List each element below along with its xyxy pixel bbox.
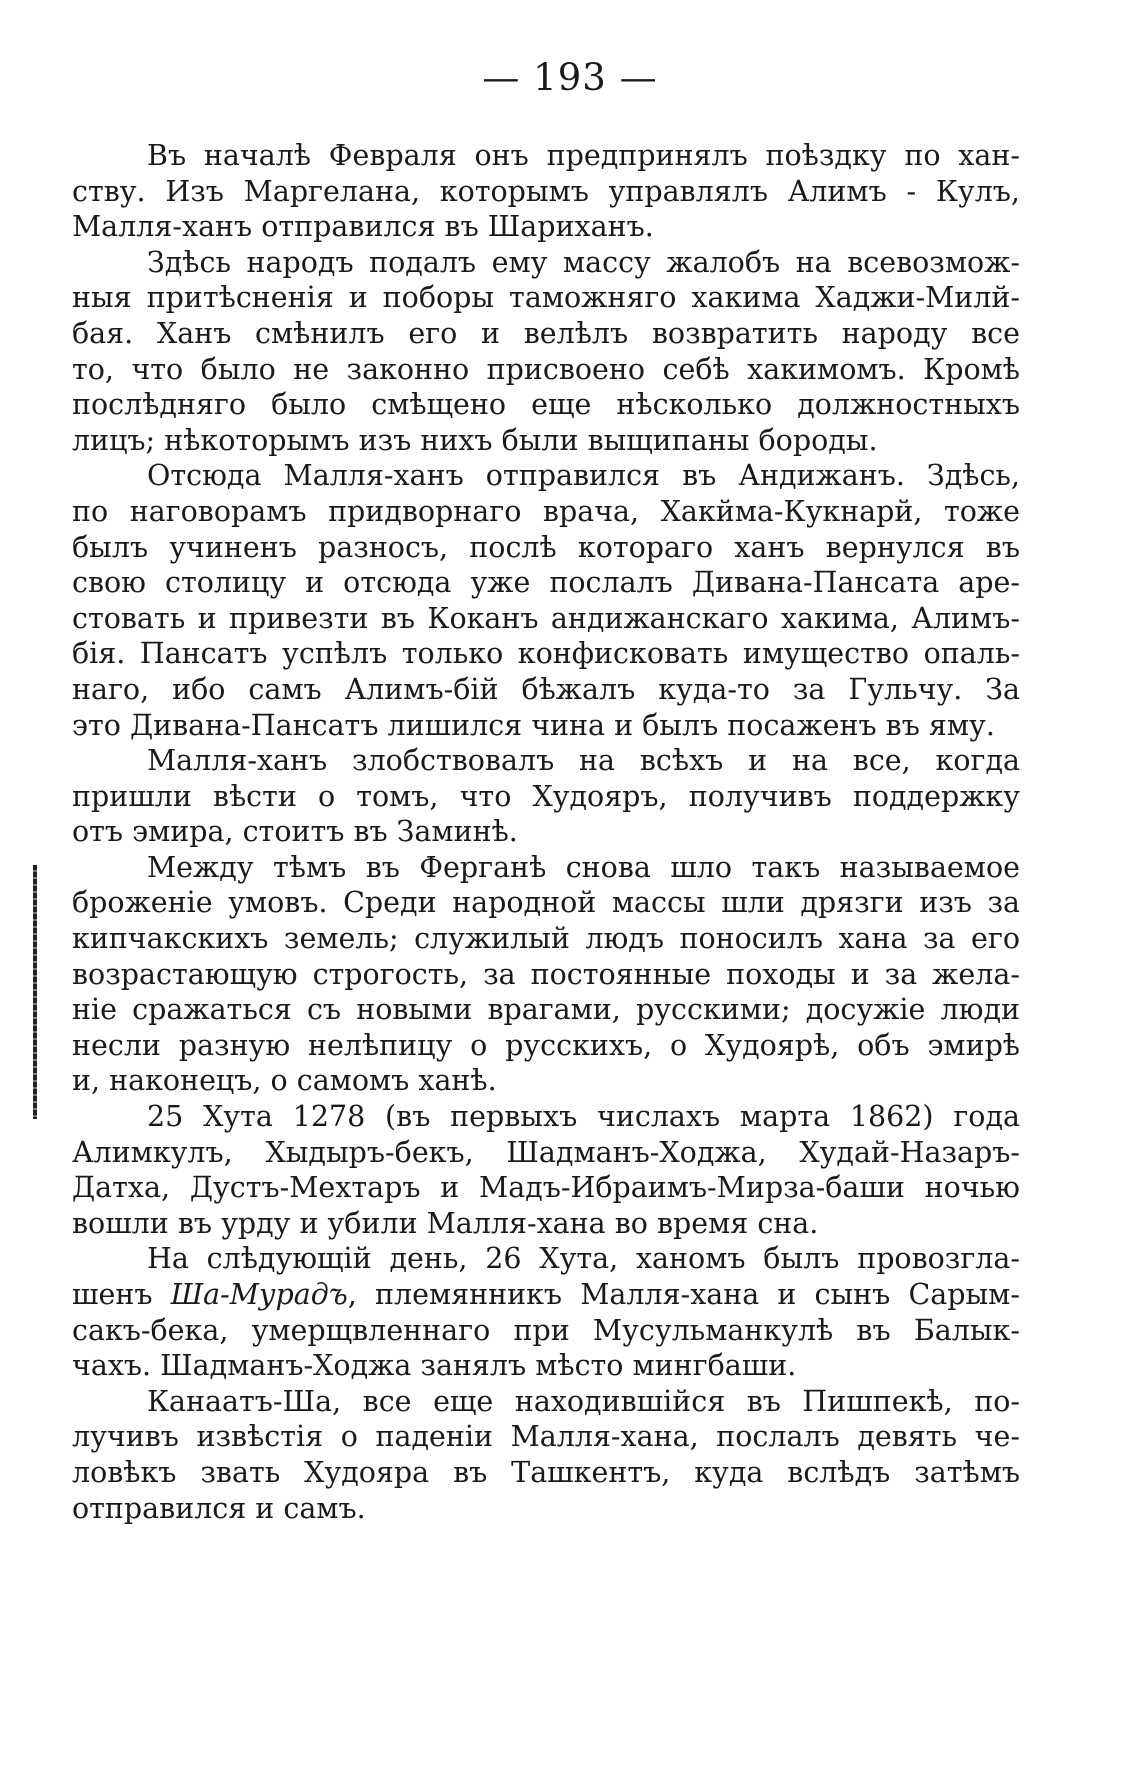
text-line: Малля-ханъ злобствовалъ на всѣхъ и на все, когда [147, 744, 1020, 778]
text-line: лицъ; нѣкоторымъ изъ нихъ были выщипаны бороды. [72, 423, 878, 457]
text-line: стовать и привезти въ Коканъ андижанскаго хакима, Алимъ- [72, 601, 1020, 635]
text-line: 25 Хута 1278 (въ первыхъ числахъ марта 1862) года [147, 1100, 1020, 1134]
text-line: Между тѣмъ въ Ферганѣ снова шло такъ называемое [147, 850, 1020, 884]
text-line: Малля-ханъ отправился въ Шариханъ. [72, 210, 654, 244]
text-line: бія. Пансатъ успѣлъ только конфисковать имущество опаль- [72, 637, 1020, 671]
text-line: ству. Изъ Маргелана, которымъ управлялъ Алимъ - Кулъ, [72, 174, 1020, 208]
text-line: Алимкулъ, Хыдыръ-бекъ, Шадманъ-Ходжа, Худай-Назаръ- [72, 1135, 1020, 1169]
text-line [72, 1277, 1020, 1313]
page-number: — 193 — [482, 56, 658, 99]
text-line: возрастающую строгость, за постоянные походы и за жела- [72, 957, 1020, 991]
text-line: лучивъ извѣстія о паденіи Малля-хана, послалъ девять че- [72, 1420, 1020, 1454]
paragraph [72, 1241, 1020, 1383]
text-line: На слѣдующій день, 26 Хута, ханомъ былъ провозгла- [147, 1242, 1020, 1276]
text-line: и, наконецъ, о самомъ ханѣ. [72, 1064, 497, 1098]
text-line: отправился и самъ. [72, 1491, 366, 1525]
paragraph [72, 138, 1020, 245]
text-line: это Дивана-Пансатъ лишился чина и былъ посаженъ въ яму. [72, 708, 995, 742]
paragraph [72, 1384, 1020, 1526]
text-line: наго, ибо самъ Алимъ-бій бѣжалъ куда-то за Гульчу. За [72, 672, 1020, 706]
text-line: кипчакскихъ земель; служилый людъ поносилъ хана за его [72, 922, 1020, 956]
text-line: отъ эмира, стоитъ въ Заминѣ. [72, 815, 518, 849]
text-line: то, что было не законно присвоено себѣ хакимомъ. Кромѣ [72, 352, 1020, 386]
text-line: пришли вѣсти о томъ, что Худояръ, получивъ поддержку [72, 779, 1020, 813]
body-text [72, 138, 1020, 1526]
text-line: по наговорамъ придворнаго врача, Хакйма-Кукнарй, тоже [72, 494, 1020, 528]
paragraph [72, 1099, 1020, 1241]
text-line: послѣдняго было смѣщено еще нѣсколько должностныхъ [72, 388, 1020, 422]
text-line: ніе сражаться съ новыми врагами, русскими; досужіе люди [72, 993, 1020, 1027]
paragraph [72, 245, 1020, 459]
text-segment: , племянникъ Малля-хана и сынъ Сарым- [347, 1278, 1020, 1311]
text-line: бая. Ханъ смѣнилъ его и велѣлъ возвратить народу все [72, 316, 1020, 350]
text-line: несли разную нелѣпицу о русскихъ, о Худоярѣ, объ эмирѣ [72, 1028, 1020, 1062]
text-segment: шенъ [72, 1278, 171, 1311]
paragraph [72, 743, 1020, 850]
margin-mark [33, 865, 37, 1119]
text-line: вошли въ урду и убили Малля-хана во время сна. [72, 1206, 819, 1240]
paragraph [72, 458, 1020, 743]
text-line: свою столицу и отсюда уже послалъ Дивана-Пансата аре- [72, 566, 1020, 600]
italic-name: Ша-Мурадъ [170, 1278, 348, 1311]
text-line: былъ учиненъ разносъ, послѣ котораго ханъ вернулся въ [72, 530, 1020, 564]
text-line: сакъ-бека, умерщвленнаго при Мусульманкулѣ въ Балык- [72, 1313, 1020, 1347]
text-line: Канаатъ-Ша, все еще находившійся въ Пишпекѣ, по- [147, 1384, 1020, 1418]
paragraph [72, 850, 1020, 1099]
text-line: Здѣсь народъ подалъ ему массу жалобъ на всевозмож- [147, 245, 1020, 279]
text-line: ловѣкъ звать Худояра въ Ташкентъ, куда вслѣдъ затѣмъ [72, 1455, 1020, 1489]
text-line: Въ началѣ Февраля онъ предпринялъ поѣздку по хан- [147, 139, 1020, 172]
text-line: чахъ. Шадманъ-Ходжа занялъ мѣсто мингбаши. [72, 1349, 797, 1383]
text-line: броженіе умовъ. Среди народной массы шли дрязги изъ за [72, 886, 1020, 920]
text-line: Отсюда Малля-ханъ отправился въ Андижанъ. Здѣсь, [147, 459, 1020, 493]
text-line: Датха, Дустъ-Мехтаръ и Мадъ-Ибраимъ-Мирза-баши ночью [72, 1171, 1020, 1205]
text-line: ныя притѣсненія и поборы таможняго хакима Хаджи-Милй- [72, 281, 1020, 315]
